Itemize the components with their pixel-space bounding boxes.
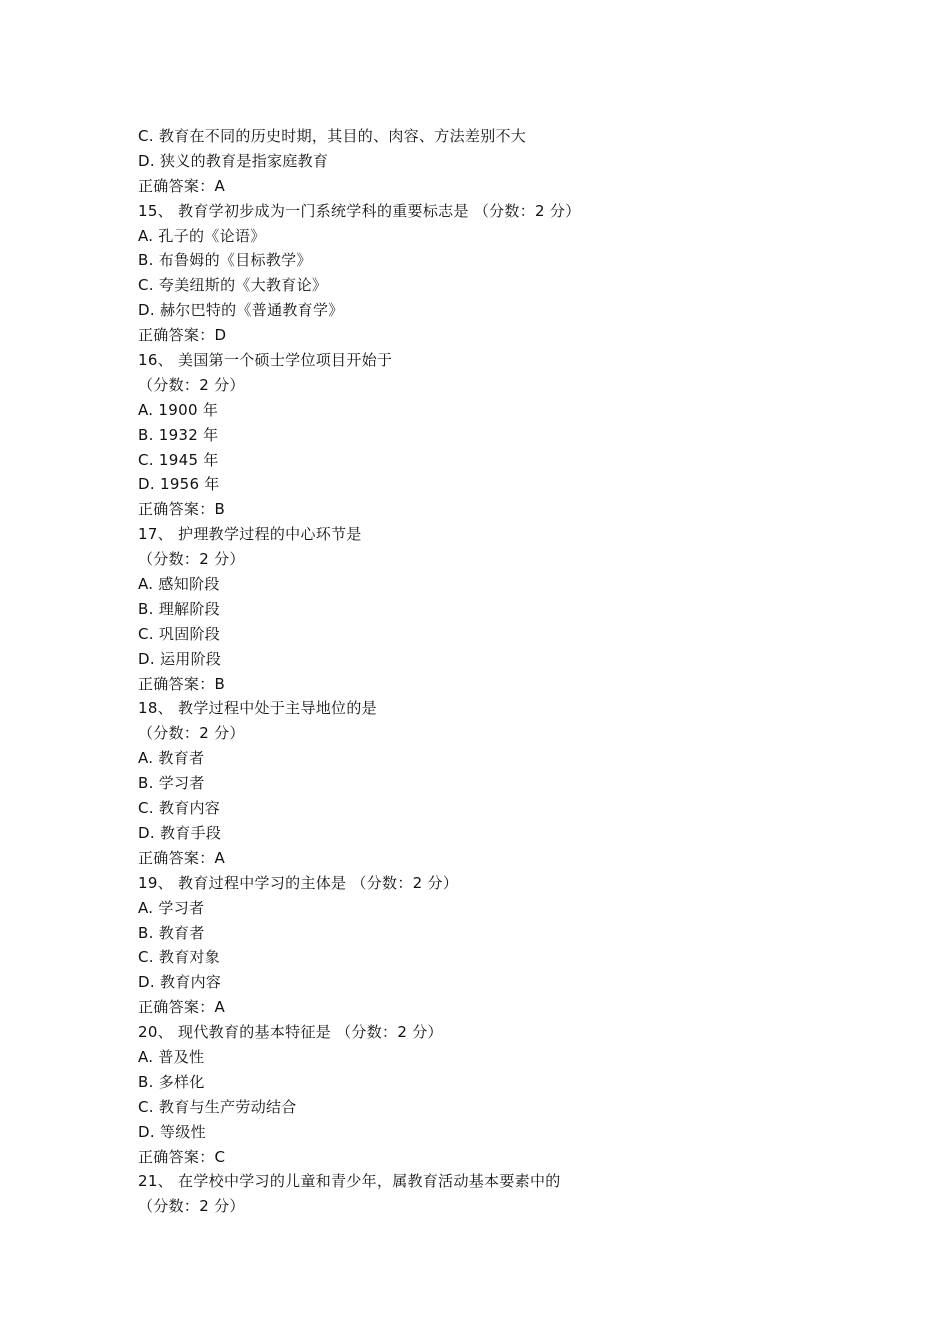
option-a-line: A. 普及性	[138, 1047, 205, 1066]
answer-line: 正确答案：A	[138, 176, 226, 195]
option-d-line: D. 1956 年	[138, 475, 220, 494]
question-19: 19、 教育过程中学习的主体是 （分数：2 分）	[138, 873, 459, 892]
option-d-line: D. 教育手段	[138, 823, 222, 842]
score-line: （分数：2 分）	[138, 375, 245, 394]
question-15: 15、 教育学初步成为一门系统学科的重要标志是 （分数：2 分）	[138, 201, 581, 220]
question-17: 17、 护理教学过程的中心环节是	[138, 525, 362, 544]
answer-line: 正确答案：D	[138, 326, 227, 345]
score-line: （分数：2 分）	[138, 550, 245, 569]
option-c-line: C. 巩固阶段	[138, 624, 221, 643]
answer-line: 正确答案：A	[138, 998, 226, 1017]
option-a-line: A. 教育者	[138, 749, 205, 768]
option-d-line: D. 等级性	[138, 1122, 206, 1141]
option-b-line: B. 多样化	[138, 1072, 205, 1091]
option-a-line: A. 学习者	[138, 898, 205, 917]
option-d-line: D. 教育内容	[138, 973, 222, 992]
option-d-line: D. 运用阶段	[138, 649, 222, 668]
question-21: 21、 在学校中学习的儿童和青少年，属教育活动基本要素中的	[138, 1172, 561, 1191]
document-content	[138, 124, 858, 1219]
answer-line: 正确答案：B	[138, 674, 226, 693]
option-c-line: C. 夸美纽斯的《大教育论》	[138, 276, 328, 295]
option-c-line: C. 1945 年	[138, 450, 219, 469]
option-b-line: B. 学习者	[138, 774, 205, 793]
answer-line: 正确答案：B	[138, 500, 226, 519]
question-16: 16、 美国第一个硕士学位项目开始于	[138, 351, 393, 370]
option-d-line: D. 赫尔巴特的《普通教育学》	[138, 301, 344, 320]
option-a-line: A. 孔子的《论语》	[138, 226, 266, 245]
option-c-line: C. 教育对象	[138, 948, 221, 967]
option-b-line: B. 教育者	[138, 923, 205, 942]
question-18: 18、 教学过程中处于主导地位的是	[138, 699, 377, 718]
score-line: （分数：2 分）	[138, 724, 245, 743]
answer-line: 正确答案：A	[138, 848, 226, 867]
option-b-line: B. 1932 年	[138, 425, 219, 444]
option-c-line: C. 教育内容	[138, 799, 221, 818]
option-c-line: C. 教育与生产劳动结合	[138, 1097, 297, 1116]
option-b-line: B. 理解阶段	[138, 599, 220, 618]
option-c-line: C. 教育在不同的历史时期，其目的、肉容、方法差别不大	[138, 127, 527, 145]
answer-line: 正确答案：C	[138, 1147, 226, 1166]
score-line: （分数：2 分）	[138, 1197, 245, 1216]
option-b-line: B. 布鲁姆的《目标教学》	[138, 251, 312, 270]
option-a-line: A. 1900 年	[138, 400, 219, 419]
option-d-line: D. 狭义的教育是指家庭教育	[138, 151, 329, 170]
question-20: 20、 现代教育的基本特征是 （分数：2 分）	[138, 1023, 443, 1042]
option-a-line: A. 感知阶段	[138, 575, 220, 594]
